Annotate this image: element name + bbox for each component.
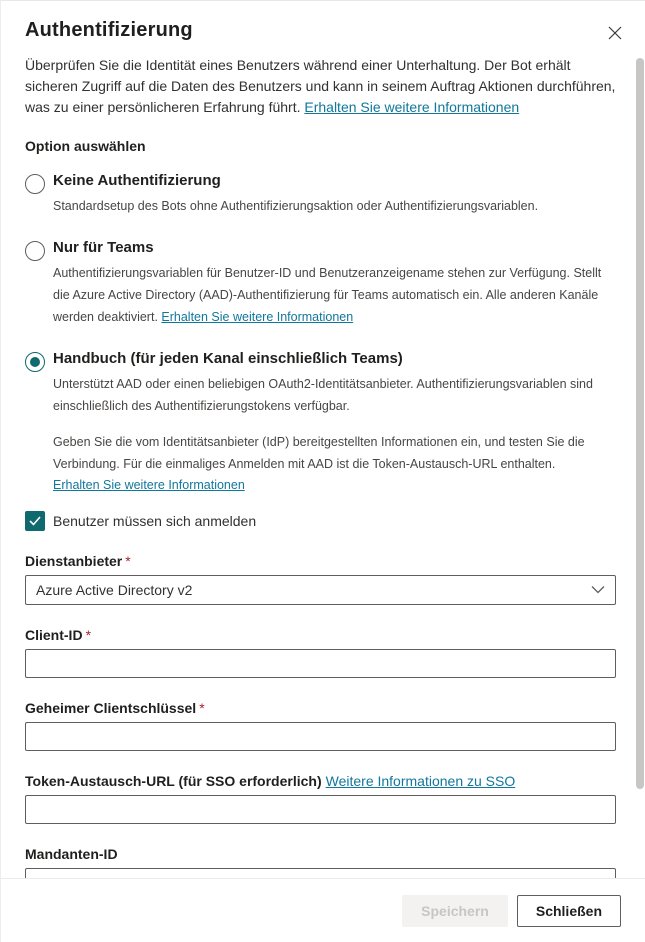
radio-circle-icon[interactable] <box>25 174 45 194</box>
provider-label: Dienstanbieter * <box>25 552 131 569</box>
radio-selected-icon[interactable] <box>25 352 45 372</box>
intro-paragraph <box>25 55 617 118</box>
client-id-label: Client-ID * <box>25 626 92 643</box>
client-id-field <box>25 627 615 678</box>
sso-info-link[interactable]: Weitere Informationen zu SSO <box>325 772 516 789</box>
close-x-glyph <box>608 26 622 40</box>
dialog-footer <box>1 878 645 942</box>
token-url-field <box>25 773 615 824</box>
options-group-label: Option auswählen <box>25 138 146 154</box>
manual-instructions: Geben Sie die vom Identitätsanbieter (IdP) bereitgestellten Informationen ein, und testen Sie die Verbindung. Für die einmaliges Anmelden mit AAD ist die Token-Austausch-URL enthalten. Erhalten Sie weitere Informationen <box>53 435 585 492</box>
radio-manual-description: Unterstützt AAD oder einen beliebigen OAuth2-Identitätsanbieter. Authentifizierungsvariablen sind einschließlich des Authentifizierungstokens verfügbar. <box>53 377 593 413</box>
intro-text: Überprüfen Sie die Identität eines Benutzers während einer Unterhaltung. Der Bot erhält sicheren Zugriff auf die Daten des Benutzers und kann in seinem Auftrag Aktionen durchführen, was zu einer persönlicheren Erfahrung führt. <box>25 57 616 115</box>
dialog-title: Authentifizierung <box>25 19 193 41</box>
radio-no-auth-label: Keine Authentifizierung <box>53 172 221 189</box>
intro-learn-more-link[interactable]: Erhalten Sie weitere Informationen <box>304 99 520 115</box>
close-button[interactable]: Schließen <box>517 895 621 927</box>
radio-teams-only[interactable] <box>53 239 615 256</box>
token-url-label: Token-Austausch-URL (für SSO erforderlich) Weitere Informationen zu SSO <box>25 772 516 789</box>
teams-learn-more-link[interactable]: Erhalten Sie weitere Informationen <box>161 310 354 324</box>
manual-learn-more-link[interactable]: Erhalten Sie weitere Informationen <box>53 478 245 492</box>
require-signin-label: Benutzer müssen sich anmelden <box>53 512 257 529</box>
checkmark-icon <box>29 516 41 526</box>
radio-teams-only-label: Nur für Teams <box>53 239 154 256</box>
radio-option-teams-only <box>25 239 615 328</box>
radio-option-no-auth <box>25 172 615 217</box>
save-button[interactable]: Speichern <box>402 895 508 927</box>
radio-option-manual <box>25 350 615 417</box>
client-id-input[interactable] <box>25 649 616 678</box>
close-icon[interactable] <box>605 23 625 43</box>
token-url-input[interactable] <box>25 795 616 824</box>
checkbox-checked-icon[interactable] <box>25 511 45 531</box>
tenant-id-label: Mandanten-ID <box>25 845 118 862</box>
client-secret-input[interactable] <box>25 722 616 751</box>
required-asterisk: * <box>199 699 205 716</box>
radio-no-auth[interactable] <box>53 172 615 189</box>
provider-select[interactable] <box>25 575 616 605</box>
radio-circle-icon[interactable] <box>25 241 45 261</box>
require-signin-checkbox-row[interactable] <box>25 511 615 531</box>
required-asterisk: * <box>125 552 131 569</box>
radio-teams-only-description: Authentifizierungsvariablen für Benutzer-ID und Benutzeranzeigename stehen zur Verfügung. Stellt die Azure Active Directory (AAD)-Authentifizierung für Teams automatisch ein. Alle anderen Kanäle werden deaktiviert. Erhalten Sie weitere Informationen <box>53 266 602 324</box>
vertical-scrollbar[interactable] <box>636 58 644 789</box>
radio-manual-label: Handbuch (für jeden Kanal einschließlich Teams) <box>53 350 403 367</box>
provider-selected-value: Azure Active Directory v2 <box>36 581 193 598</box>
chevron-down-icon <box>591 585 605 594</box>
provider-field <box>25 553 615 605</box>
required-asterisk: * <box>85 626 92 643</box>
radio-manual[interactable] <box>53 350 615 367</box>
radio-no-auth-description: Standardsetup des Bots ohne Authentifizierungsaktion oder Authentifizierungsvariablen. <box>53 199 539 213</box>
client-secret-field <box>25 700 615 751</box>
client-secret-label: Geheimer Clientschlüssel * <box>25 699 205 716</box>
